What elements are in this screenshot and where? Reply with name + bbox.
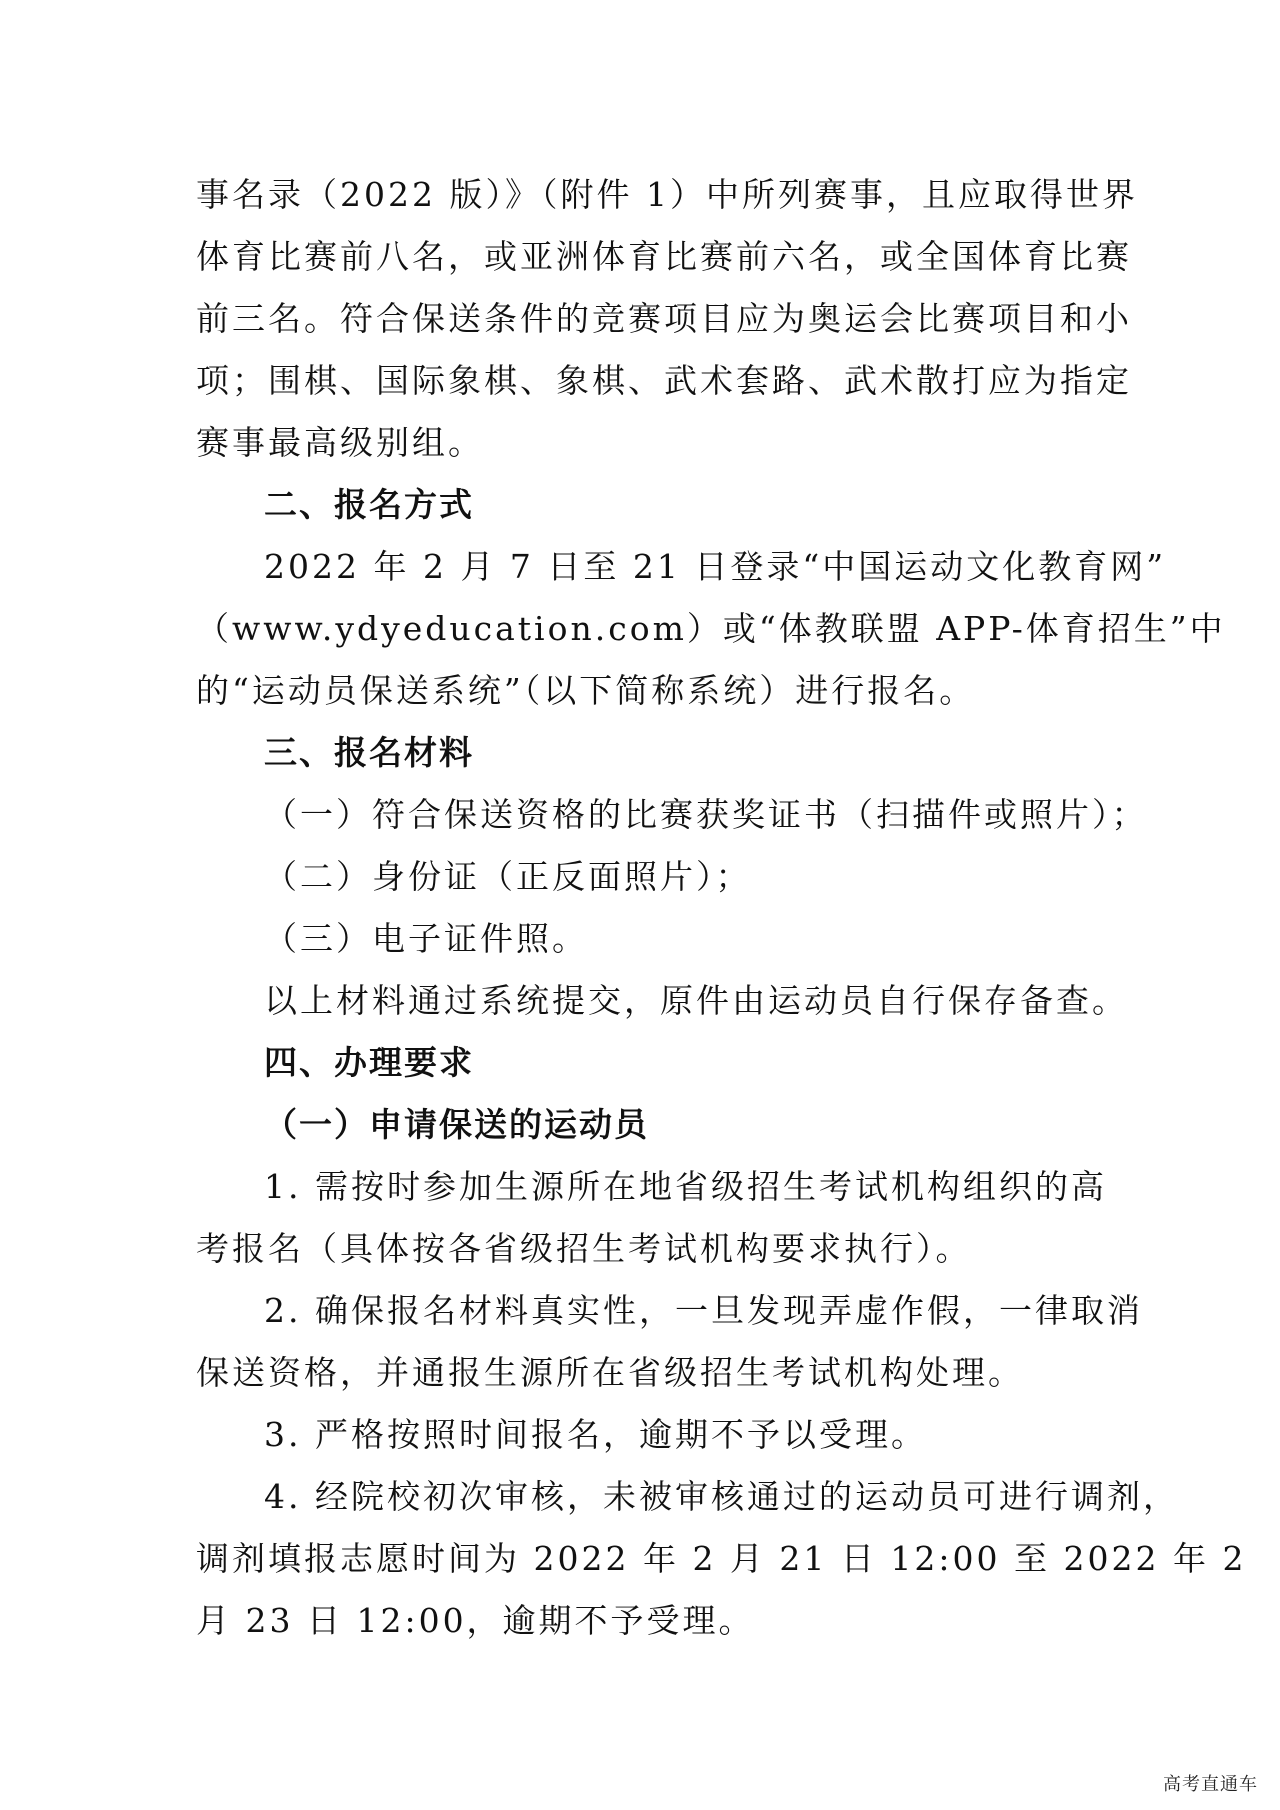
text-line: 2. 确保报名材料真实性，一旦发现弄虚作假，一律取消 bbox=[264, 1291, 1143, 1330]
list-item: （二）身份证（正反面照片）； bbox=[264, 857, 752, 896]
text-line: 的“运动员保送系统”（以下简称系统）进行报名。 bbox=[196, 671, 976, 710]
text-line: 1. 需按时参加生源所在地省级招生考试机构组织的高 bbox=[264, 1167, 1107, 1206]
requirement-item-3 bbox=[196, 1404, 1096, 1466]
requirement-item-2 bbox=[196, 1280, 1143, 1404]
text-line: 2022 年 2 月 7 日至 21 日登录“中国运动文化教育网” bbox=[264, 547, 1167, 586]
text-line: 体育比赛前八名，或亚洲体育比赛前六名，或全国体育比赛 bbox=[196, 237, 1132, 276]
materials-note: 以上材料通过系统提交，原件由运动员自行保存备查。 bbox=[264, 981, 1128, 1020]
text-line: 事名录（2022 版）》（附件 1）中所列赛事，且应取得世界 bbox=[196, 175, 1138, 214]
list-item: （三）电子证件照。 bbox=[264, 919, 588, 958]
paragraph-eligibility bbox=[196, 164, 1138, 474]
text-line: 4. 经院校初次审核，未被审核通过的运动员可进行调剂， bbox=[264, 1477, 1179, 1516]
text-line: 3. 严格按照时间报名，逾期不予以受理。 bbox=[264, 1415, 927, 1454]
text-line: （www.ydyeducation.com）或“体教联盟 APP-体育招生”中 bbox=[196, 609, 1226, 648]
section-heading-requirements: 四、办理要求 bbox=[264, 1043, 474, 1082]
subheading-applicant-athletes: （一）申请保送的运动员 bbox=[264, 1105, 649, 1144]
text-line: 调剂填报志愿时间为 2022 年 2 月 21 日 12:00 至 2022 年 2 bbox=[196, 1539, 1247, 1578]
section-heading-registration-materials: 三、报名材料 bbox=[264, 733, 474, 772]
text-line: 项；围棋、国际象棋、象棋、武术套路、武术散打应为指定 bbox=[196, 361, 1132, 400]
paragraph-registration-method bbox=[196, 536, 1226, 722]
watermark-text: 高考直通车 bbox=[1163, 1774, 1258, 1795]
text-line: 月 23 日 12:00，逾期不予受理。 bbox=[196, 1601, 755, 1640]
requirement-item-1 bbox=[196, 1156, 1107, 1280]
section-heading-registration-method: 二、报名方式 bbox=[264, 485, 474, 524]
text-line: 前三名。符合保送条件的竞赛项目应为奥运会比赛项目和小 bbox=[196, 299, 1132, 338]
requirement-item-4 bbox=[196, 1466, 1247, 1652]
text-line: 赛事最高级别组。 bbox=[196, 423, 484, 462]
text-line: 考报名（具体按各省级招生考试机构要求执行）。 bbox=[196, 1229, 972, 1268]
list-item: （一）符合保送资格的比赛获奖证书（扫描件或照片）； bbox=[264, 795, 1148, 834]
text-line: 保送资格，并通报生源所在省级招生考试机构处理。 bbox=[196, 1353, 1024, 1392]
document-body bbox=[196, 164, 1247, 1652]
